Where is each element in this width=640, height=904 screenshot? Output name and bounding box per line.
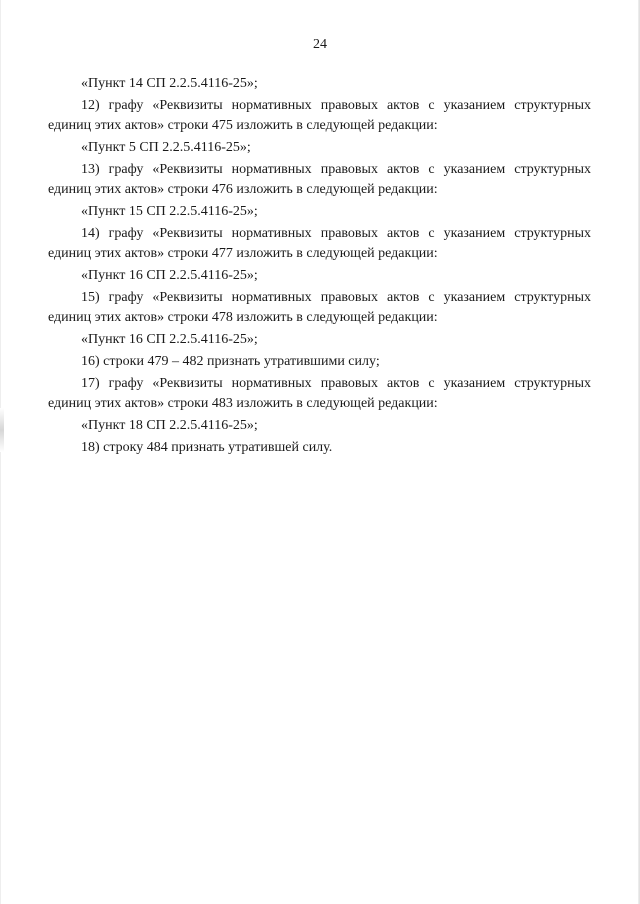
paragraph-reference: «Пункт 5 СП 2.2.5.4116-25»; xyxy=(81,140,251,155)
paragraph-repeal: 18) строку 484 признать утратившей силу. xyxy=(81,440,333,455)
scan-artifact xyxy=(0,408,4,452)
paragraph-amendment: 12) графу «Реквизиты нормативных правовых актов с указанием структурных единиц этих актов» строки 475 изложить в следующей редакции: xyxy=(48,98,591,133)
paragraph-amendment: 13) графу «Реквизиты нормативных правовых актов с указанием структурных единиц этих актов» строки 476 изложить в следующей редакции: xyxy=(48,162,591,197)
paragraph-reference: «Пункт 15 СП 2.2.5.4116-25»; xyxy=(81,204,258,219)
paragraph-amendment: 14) графу «Реквизиты нормативных правовых актов с указанием структурных единиц этих актов» строки 477 изложить в следующей редакции: xyxy=(48,226,591,261)
paragraph-reference: «Пункт 14 СП 2.2.5.4116-25»; xyxy=(81,76,258,91)
paragraph-reference: «Пункт 18 СП 2.2.5.4116-25»; xyxy=(81,418,258,433)
paragraph-reference: «Пункт 16 СП 2.2.5.4116-25»; xyxy=(81,268,258,283)
paragraph-repeal: 16) строки 479 – 482 признать утратившими силу; xyxy=(81,354,380,369)
document-body xyxy=(48,74,591,460)
paragraph-amendment: 17) графу «Реквизиты нормативных правовых актов с указанием структурных единиц этих актов» строки 483 изложить в следующей редакции: xyxy=(48,376,591,411)
page-number: 24 xyxy=(313,37,327,52)
paragraph-reference: «Пункт 16 СП 2.2.5.4116-25»; xyxy=(81,332,258,347)
paragraph-amendment: 15) графу «Реквизиты нормативных правовых актов с указанием структурных единиц этих актов» строки 478 изложить в следующей редакции: xyxy=(48,290,591,325)
scan-left-edge xyxy=(0,0,1,904)
